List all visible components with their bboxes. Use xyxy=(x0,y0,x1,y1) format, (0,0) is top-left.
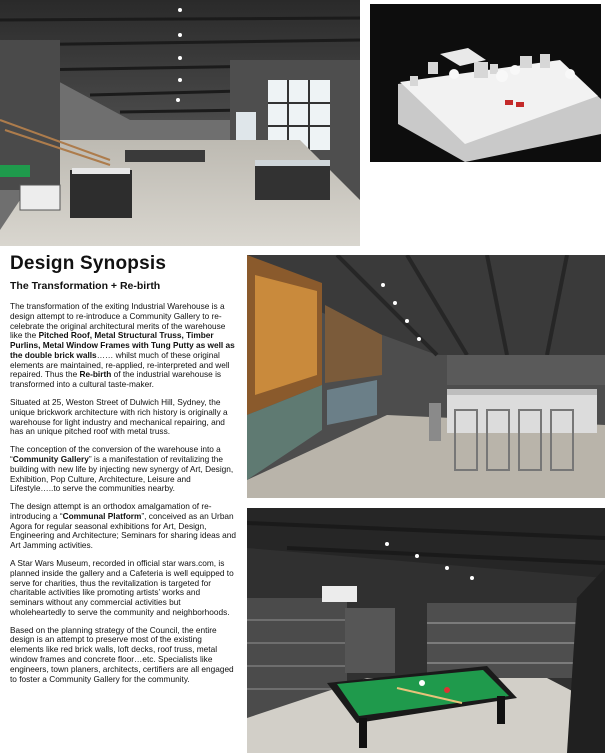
page-subtitle: The Transformation + Re-birth xyxy=(10,280,161,292)
page-title: Design Synopsis xyxy=(10,253,167,274)
museum-billiard-photo xyxy=(247,508,605,753)
paragraph-text: A Star Wars Museum, recorded in official star wars.com, is planned inside the gallery and a Cafeteria is well equipped to serve for charities, thus the revitalization is targeted for charitable activities like promoting artists’ works and seminars without any commercial activities but wholeheartedly to serve the community and neighborhoods. xyxy=(10,557,234,617)
paragraph-text: The design attempt is an orthodox amalgamation of re-introducing a “ xyxy=(10,501,212,521)
gallery-cafeteria-photo xyxy=(247,255,605,498)
emphasis-text: Community Gallery xyxy=(12,453,89,464)
paragraph-text: of the industrial warehouse is transformed into a cultural taste-maker. xyxy=(10,369,222,390)
synopsis-paragraph xyxy=(10,398,236,437)
synopsis-paragraph xyxy=(10,302,236,390)
paragraph-text: The transformation of the exiting Industrial Warehouse is a design attempt to re-introduce a Community Gallery to re-celebrate the original architectural merits of the warehouse like the xyxy=(10,301,226,341)
paragraph-text: …… whilst much of these original elements are maintained, re-applied, re-interpreted and well repaired. Thus the xyxy=(10,349,230,380)
paragraph-text: Based on the planning strategy of the Council, the entire design is an attempt to preserve most of the existing elements like red brick walls, loft decks, roof truss, metal window frames and concrete floor…etc. Specialists like engineers, town planers, architects, certifiers are all engaged to foster a Community Gallery for the community. xyxy=(10,624,234,684)
synopsis-paragraph xyxy=(10,445,236,494)
emphasis-text: Pitched Roof, Metal Structural Truss, Timber Purlins, Metal Window Frames with Tung Putty as well as the double brick walls xyxy=(10,330,235,360)
architectural-model-photo xyxy=(370,4,601,162)
paragraph-text: The conception of the conversion of the warehouse into a “ xyxy=(10,444,221,464)
design-synopsis-section xyxy=(10,253,236,692)
paragraph-text: ”, conceived as an Urban Agora for regular seasonal exhibitions for Art, Design, Engineering and Architecture; Seminars for sharing ideas and Art Jamming activities. xyxy=(10,510,236,551)
paragraph-text: ” is a manifestation of revitalizing the building with new life by injecting new synergy of Art, Design, Exhibition, Pop Culture, Architecture, Leisure and Lifestyle…..to serve the communities nearby. xyxy=(10,453,234,494)
synopsis-paragraph xyxy=(10,502,236,551)
paragraph-text: Situated at 25, Weston Street of Dulwich Hill, Sydney, the unique brickwork architecture with rich history is originally a warehouse for light industry and mechanical repairing, and has an unique pitched roof with metal truss. xyxy=(10,397,228,437)
synopsis-paragraph xyxy=(10,559,236,618)
synopsis-paragraph xyxy=(10,626,236,685)
emphasis-text: Communal Platform xyxy=(62,510,142,521)
emphasis-text: Re-birth xyxy=(79,369,112,380)
synopsis-body xyxy=(10,302,236,684)
warehouse-interior-photo xyxy=(0,0,360,246)
